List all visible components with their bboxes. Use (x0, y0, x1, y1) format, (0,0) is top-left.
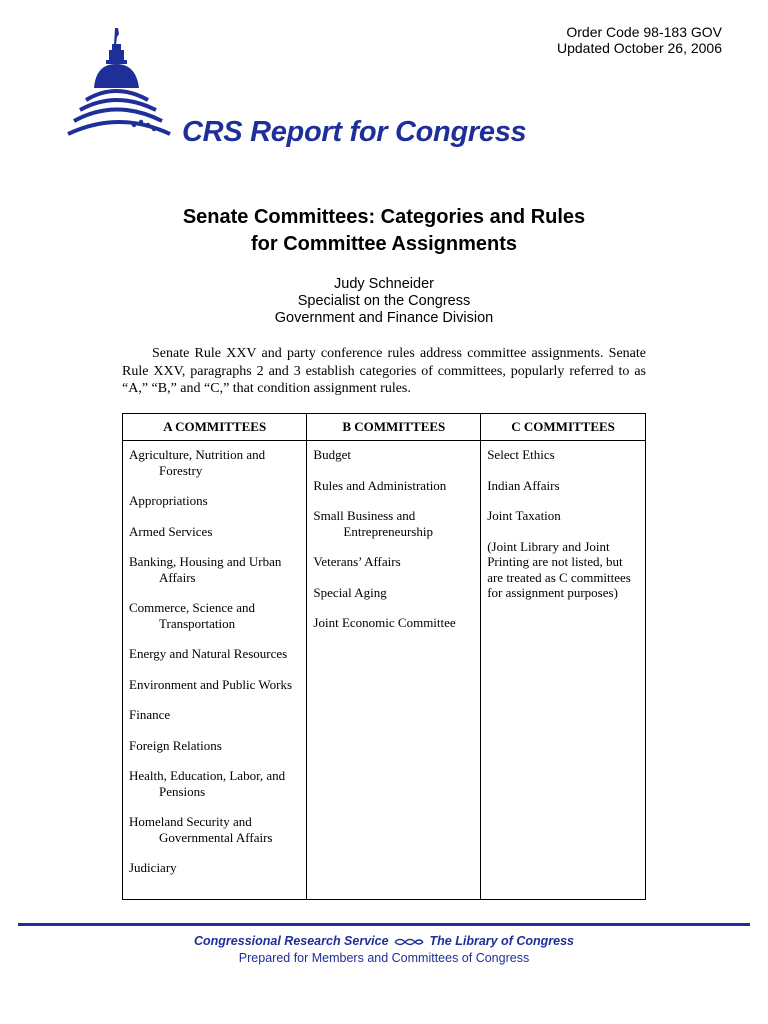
title-line-1: Senate Committees: Categories and Rules (182, 206, 586, 228)
header-a-committees: A COMMITTEES (123, 414, 307, 441)
list-item: Homeland Security and Governmental Affairs (129, 814, 273, 845)
title-line-2: for Committee Assignments (251, 233, 517, 255)
crs-report-title: CRS Report for Congress (182, 116, 527, 148)
list-item: Indian Affairs (487, 477, 560, 493)
footer-crs-name: Congressional Research Service (194, 934, 389, 948)
list-item: Select Ethics (487, 447, 555, 462)
list-item: Appropriations (129, 493, 208, 508)
list-item: Health, Education, Labor, and Pensions (129, 768, 286, 799)
footer-prepared-line: Prepared for Members and Committees of Congress (238, 951, 530, 965)
intro-paragraph: Senate Rule XXV and party conference rules address committee assignments. Senate Rule XXV, paragraphs 2 and 3 establish categories of committees, popularly referred to as “A,” “B,” and “C,” that condition assignment rules. (122, 346, 646, 396)
header-c-committees: C COMMITTEES (481, 414, 646, 441)
list-item: Rules and Administration (313, 477, 447, 493)
b-committees-cell (307, 441, 481, 900)
list-item-note: (Joint Library and Joint Printing are not listed, but are treated as C committees for assignment purposes) (487, 538, 631, 600)
list-item: Finance (129, 707, 171, 722)
list-item: Joint Taxation (487, 508, 561, 523)
list-item: Judiciary (129, 860, 177, 875)
list-item: Armed Services (129, 523, 213, 539)
updated-date: Updated October 26, 2006 (556, 40, 722, 56)
author-division: Government and Finance Division (274, 310, 494, 326)
order-code: Order Code 98-183 GOV (566, 24, 722, 40)
list-item: Small Business and Entrepreneurship (313, 508, 433, 539)
list-item: Banking, Housing and Urban Affairs (129, 554, 282, 585)
footer-library-name: The Library of Congress (429, 934, 574, 948)
ornament-divider-icon (394, 937, 424, 947)
list-item: Budget (313, 447, 351, 462)
footer-service-line (0, 934, 768, 948)
list-item: Agriculture, Nutrition and Forestry (129, 447, 266, 478)
order-code-block (557, 24, 722, 56)
footer-divider-line (18, 923, 750, 926)
list-item: Special Aging (313, 584, 387, 600)
list-item: Foreign Relations (129, 737, 222, 753)
document-title (0, 204, 768, 258)
author-block (0, 276, 768, 327)
author-name: Judy Schneider (334, 276, 434, 292)
header-b-committees: B COMMITTEES (307, 414, 481, 441)
list-item: Veterans’ Affairs (313, 554, 401, 569)
capitol-dome-icon (64, 26, 174, 154)
list-item: Joint Economic Committee (313, 615, 456, 630)
table-header-row (123, 414, 646, 441)
c-committees-cell (481, 441, 646, 900)
table-row (123, 441, 646, 900)
list-item: Commerce, Science and Transportation (129, 600, 255, 631)
a-committees-cell (123, 441, 307, 900)
list-item: Energy and Natural Resources (129, 646, 288, 661)
list-item: Environment and Public Works (129, 676, 293, 692)
author-title: Specialist on the Congress (297, 293, 471, 309)
committees-table (122, 413, 646, 900)
